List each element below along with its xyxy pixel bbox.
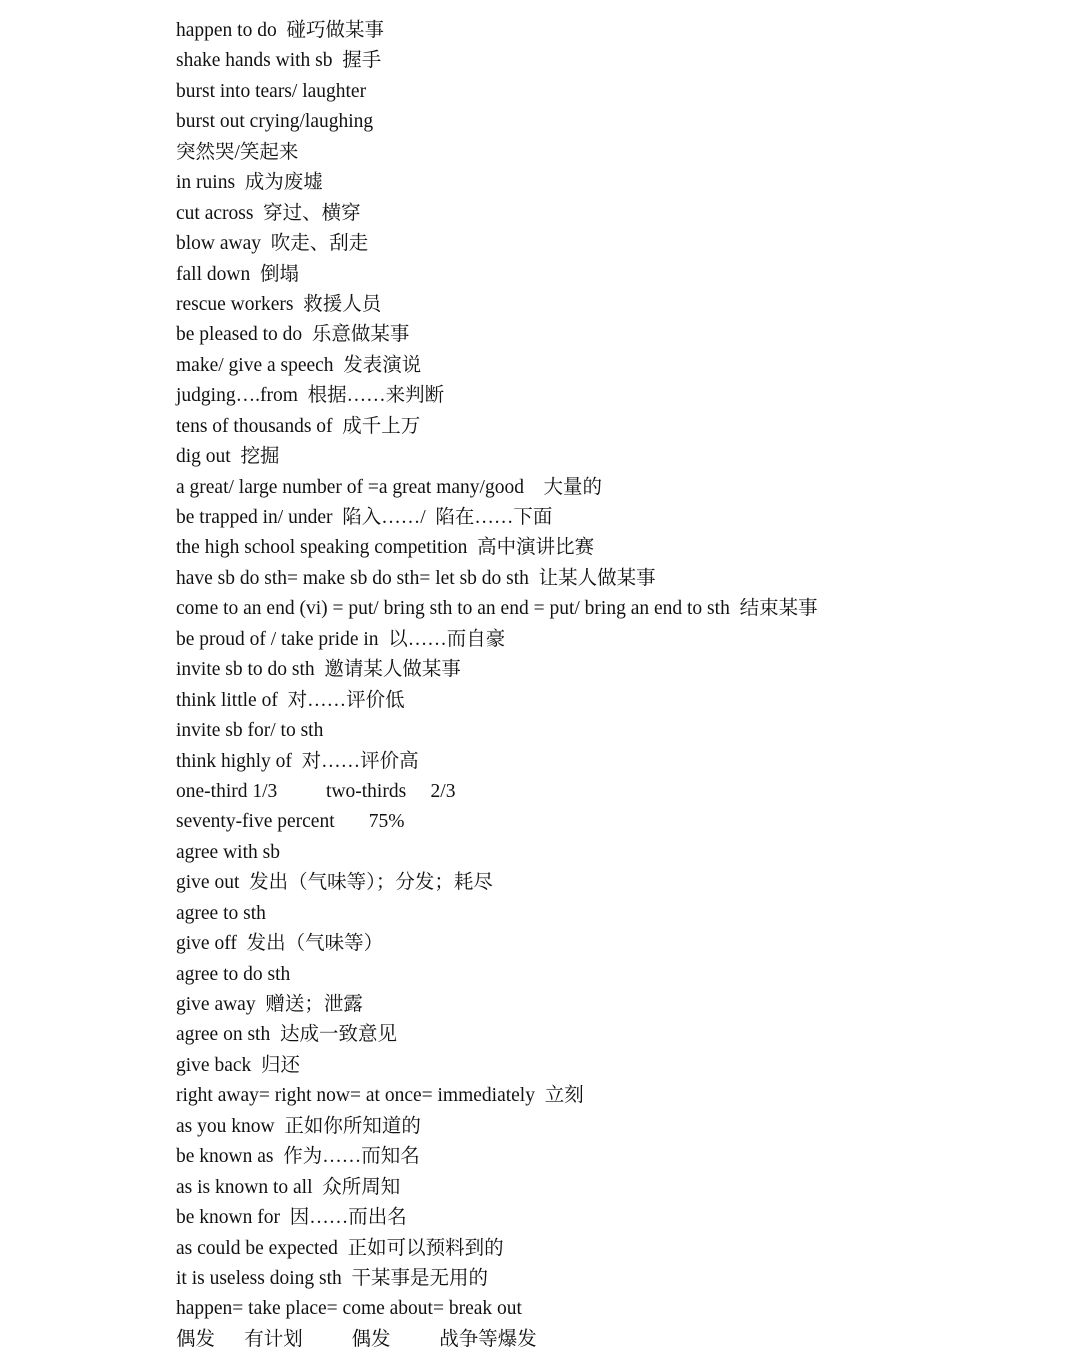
vocab-line: agree on sth 达成一致意见 bbox=[176, 1024, 397, 1046]
vocab-line: dig out 挖掘 bbox=[176, 446, 280, 468]
vocab-line: agree to sth bbox=[176, 902, 266, 924]
vocab-line: give out 发出（气味等）；分发；耗尽 bbox=[176, 872, 493, 894]
vocab-line: happen to do 碰巧做某事 bbox=[176, 20, 384, 41]
vocab-line: as is known to all 众所周知 bbox=[176, 1176, 401, 1198]
vocab-line: as you know 正如你所知道的 bbox=[176, 1115, 421, 1137]
vocab-line: invite sb to do sth 邀请某人做某事 bbox=[176, 659, 461, 681]
vocab-line: come to an end (vi) = put/ bring sth to an end = put/ bring an end to sth 结束某事 bbox=[176, 598, 818, 620]
vocab-line: happen= take place= come about= break out bbox=[176, 1298, 522, 1320]
vocabulary-list bbox=[176, 16, 1056, 1355]
vocab-line: 突然哭/笑起来 bbox=[176, 141, 299, 163]
vocab-line: rescue workers 救援人员 bbox=[176, 293, 382, 315]
vocab-line: 偶发 有计划 偶发 战争等爆发 bbox=[176, 1328, 537, 1350]
vocab-line: be known for 因……而出名 bbox=[176, 1207, 407, 1229]
vocab-line: be pleased to do 乐意做某事 bbox=[176, 324, 410, 346]
vocab-line: in ruins 成为废墟 bbox=[176, 172, 323, 194]
vocab-line: invite sb for/ to sth bbox=[176, 720, 324, 742]
vocab-line: right away= right now= at once= immediately 立刻 bbox=[176, 1085, 584, 1107]
vocab-line: shake hands with sb 握手 bbox=[176, 50, 382, 72]
vocab-line: give back 归还 bbox=[176, 1054, 301, 1076]
vocab-line: judging….from 根据……来判断 bbox=[176, 385, 445, 407]
vocab-line: think little of 对……评价低 bbox=[176, 689, 405, 711]
vocab-line: burst into tears/ laughter bbox=[176, 80, 367, 102]
vocab-line: think highly of 对……评价高 bbox=[176, 750, 419, 772]
vocab-line: blow away 吹走、刮走 bbox=[176, 233, 369, 255]
vocab-line: fall down 倒塌 bbox=[176, 263, 299, 285]
vocab-line: agree to do sth bbox=[176, 963, 291, 985]
vocab-line: tens of thousands of 成千上万 bbox=[176, 415, 421, 437]
vocab-line: seventy-five percent 75% bbox=[176, 811, 405, 833]
vocab-line: give away 赠送；泄露 bbox=[176, 994, 363, 1015]
vocab-line: give off 发出（气味等） bbox=[176, 933, 384, 955]
vocab-line: it is useless doing sth 干某事是无用的 bbox=[176, 1267, 489, 1289]
vocab-line: the high school speaking competition 高中演讲比赛 bbox=[176, 537, 595, 559]
vocab-line: as could be expected 正如可以预料到的 bbox=[176, 1237, 504, 1259]
vocab-line: cut across 穿过、横穿 bbox=[176, 202, 361, 224]
vocab-line: be trapped in/ under 陷入……/ 陷在……下面 bbox=[176, 507, 553, 528]
vocab-line: burst out crying/laughing bbox=[176, 111, 374, 133]
vocab-line: have sb do sth= make sb do sth= let sb do sth 让某人做某事 bbox=[176, 567, 656, 589]
vocab-line: make/ give a speech 发表演说 bbox=[176, 354, 422, 376]
vocab-line: agree with sb bbox=[176, 841, 280, 863]
vocab-line: be known as 作为……而知名 bbox=[176, 1146, 420, 1168]
vocab-line: a great/ large number of =a great many/good 大量的 bbox=[176, 476, 602, 498]
vocab-line: one-third 1/3 two-thirds 2/3 bbox=[176, 780, 456, 802]
vocab-line: be proud of / take pride in 以……而自豪 bbox=[176, 628, 506, 650]
